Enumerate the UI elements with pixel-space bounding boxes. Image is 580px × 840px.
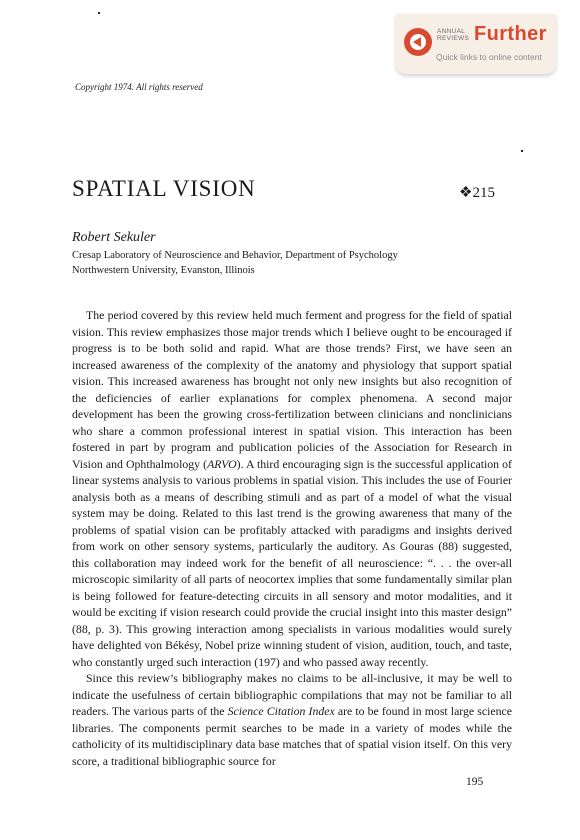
annual-reviews-logo-text: ANNUAL REVIEWS — [437, 28, 470, 42]
affiliation-line: Cresap Laboratory of Neuroscience and Behavior, Department of Psychology — [72, 250, 398, 261]
back-arrow-icon — [404, 28, 432, 56]
copyright-notice: Copyright 1974. All rights reserved — [75, 82, 203, 92]
affiliation-line: Northwestern University, Evanston, Illinois — [72, 265, 255, 276]
annual-reviews-further-badge[interactable] — [396, 14, 556, 74]
body-paragraph: The period covered by this review held much ferment and progress for the field of spatial vision. This review emphasizes those major trends which I believe ought to be encouraged if progress is to be both solid and rapid. What are those trends? First, we have seen an increased awareness of the complexity of the anatomy and physiology that support spatial vision. This increased awareness has brought not only new insights but also recognition of the deficiencies of earlier explanations for complex phenomena. A second major development has been the growing cross-fertilization between clinicians and nonclinicians who share a common professional interest in spatial vision. This interaction has been fostered in part by program and publication policies of the Association for Research in Vision and Ophthalmology (ARVO). A third encouraging sign is the successful application of linear systems analysis to various problems in spatial vision. This includes the use of Fourier analysis both as a means of describing stimuli and as part of a model of what the visual system may be doing. Related to this last trend is the growing awareness that many of the problems of spatial vision can be profitably attacked with paradigms and insights derived from work on other sensory systems, particularly the auditory. As Gouras (88) suggested, this collaboration may indeed work for the benefit of all neuroscience: “. . . the over-all microscopic similarity of all parts of neocortex implies that some fundamentally similar plan is being followed for feature-detecting circuits in all sensory and motor modalities, and it would be exciting if vision research could provide the crucial insight into this master design” (88, p. 3). This growing interaction among specialists in various modalities would surely have delighted von Békésy, Nobel prize winning student of vision, audition, touch, and taste, who constantly urged such interaction (197) and who passed away recently. — [72, 308, 512, 669]
article-number: ❖215 — [459, 185, 495, 201]
italic-text: ARVO — [207, 456, 237, 471]
further-label: Further — [474, 23, 547, 45]
quick-links-subtitle: Quick links to online content — [436, 52, 542, 62]
page-number: 195 — [466, 776, 484, 788]
author-name: Robert Sekuler — [72, 230, 156, 245]
author-affiliation — [72, 248, 398, 278]
italic-text: Science Citation Index — [227, 704, 335, 718]
scan-speck — [98, 12, 100, 14]
scan-speck — [521, 150, 523, 152]
article-body — [72, 307, 512, 769]
body-paragraph: Since this review’s bibliography makes no claims to be all-inclusive, it may be well to indicate the usefulness of certain bibliographic compilations that may not be familiar to all readers. The various parts of the Science Citation Index are to be found in most large science libraries. The components permit searches to be made in a variety of modes while the catholicity of its multidisciplinary data base matches that of spatial vision itself. On this very score, a traditional bibliographic source for — [72, 671, 512, 768]
article-title: SPATIAL VISION — [72, 176, 256, 201]
